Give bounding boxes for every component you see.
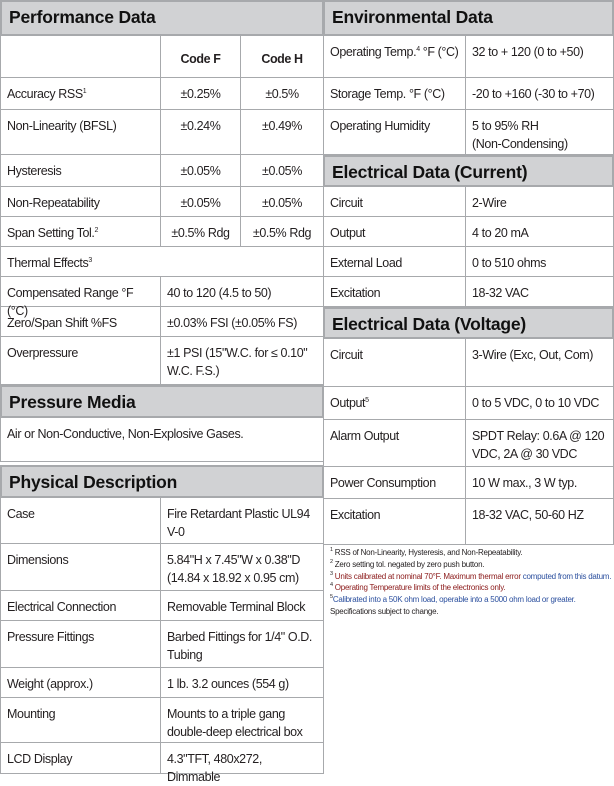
row-label-text: Power Consumption: [330, 476, 436, 490]
row-label-text: Excitation: [330, 508, 381, 522]
electrical-current-header: Electrical Data (Current): [323, 155, 614, 187]
footnote-text: RSS of Non-Linearity, Hysteresis, and Non-Repeatability.: [332, 548, 523, 557]
footnote-number: 2: [330, 558, 333, 565]
row-label-text: Zero/Span Shift %FS: [7, 316, 117, 330]
footnote: [330, 559, 614, 571]
code-h-value-text: ±0.5% Rdg: [252, 226, 312, 240]
pressure-media-text-text: Air or Non-Conductive, Non-Explosive Gases.: [7, 427, 244, 441]
row-value: [465, 78, 614, 110]
row-label-text: Accuracy RSS: [7, 87, 83, 101]
row-label: [0, 621, 161, 668]
code-f-value-text: ±0.24%: [180, 119, 221, 133]
code-h-value-text: ±0.05%: [262, 196, 302, 210]
row-value: [465, 420, 614, 467]
row-value: [465, 36, 614, 78]
footnote-number: 5: [330, 594, 333, 601]
row-label-text: LCD Display: [7, 752, 73, 766]
row-label: [0, 217, 161, 247]
row-value: [160, 307, 324, 337]
row-label-text: Non-Repeatability: [7, 196, 100, 210]
row-label: [323, 247, 466, 277]
environmental-data-header: Environmental Data: [323, 0, 614, 36]
physical-row: [0, 544, 324, 591]
performance-column-header-row: [0, 36, 324, 78]
row-value: [160, 668, 324, 698]
code-f-value-text: ±0.5% Rdg: [171, 226, 230, 240]
physical-row: [0, 498, 324, 544]
row-label: [0, 337, 161, 385]
row-label-text: Non-Linearity (BFSL): [7, 119, 117, 133]
code-h-value: [240, 155, 324, 187]
row-value: [465, 247, 614, 277]
physical-row: [0, 668, 324, 698]
row-label: [323, 420, 466, 467]
row-value-text: 0 to 5 VDC, 0 to 10 VDC: [472, 396, 599, 410]
row-label-text: Weight (approx.): [7, 677, 93, 691]
row-label: [0, 155, 161, 187]
row-label-text: Mounting: [7, 707, 56, 721]
code-h-value: [240, 217, 324, 247]
code-f-value: [160, 78, 241, 110]
footnote: [330, 571, 614, 583]
row-label-text: Circuit: [330, 196, 363, 210]
code-f-header: [160, 36, 241, 78]
row-value-text: 40 to 120 (4.5 to 50): [167, 286, 272, 300]
pressure-media-row: [0, 418, 324, 462]
footnote-text-2: or greater.: [539, 595, 576, 605]
performance-row: [0, 217, 324, 247]
footnote-number: 1: [330, 547, 333, 553]
blank-cell: [0, 36, 161, 78]
row-label-sup: 5: [365, 397, 369, 404]
code-f-value-text: ±0.05%: [180, 196, 221, 210]
row-label-text: Operating Humidity: [330, 119, 430, 133]
electrical-voltage-header: Electrical Data (Voltage): [323, 307, 614, 339]
row-value-text: SPDT Relay: 0.6A @ 120 VDC, 2A @ 30 VDC: [472, 429, 605, 461]
row-value-text: Removable Terminal Block: [167, 600, 306, 614]
row-label: [0, 78, 161, 110]
performance-row: [0, 247, 324, 277]
row-value-text: 5.84"H x 7.45"W x 0.38"D (14.84 x 18.92 x 0.95 cm): [167, 553, 300, 585]
row-value: [160, 621, 324, 668]
row-label: [0, 544, 161, 591]
row-label-text: Thermal Effects: [7, 256, 89, 270]
row-label: [323, 36, 466, 78]
row-label: [0, 668, 161, 698]
row-label-text: Circuit: [330, 348, 363, 362]
row-value-text: 3-Wire (Exc, Out, Com): [472, 348, 594, 362]
row-value: [160, 698, 324, 743]
row-label: [0, 110, 161, 155]
row-label: [323, 187, 466, 217]
row-value-text: 1 lb. 3.2 ounces (554 g): [167, 677, 289, 691]
row-label-text: Alarm Output: [330, 429, 399, 443]
row-value-text: 4.3"TFT, 480x272, Dimmable: [167, 752, 262, 784]
code-h-header-text: Code H: [261, 52, 303, 66]
row-label: [0, 743, 161, 774]
row-value-text: 4 to 20 mA: [472, 226, 529, 240]
environmental-data-row: [323, 78, 614, 110]
electrical-voltage-row: [323, 499, 614, 545]
row-label: [323, 339, 466, 387]
row-label-text: Dimensions: [7, 553, 69, 567]
row-value: [465, 217, 614, 247]
footnote-number: 3: [330, 570, 333, 577]
row-label-text: Hysteresis: [7, 164, 62, 178]
row-label: [323, 78, 466, 110]
physical-description-header: Physical Description: [0, 465, 324, 498]
electrical-voltage-row: [323, 467, 614, 499]
row-value: [160, 277, 324, 307]
row-label-text-2: °F (°C): [419, 45, 459, 59]
electrical-current-row: [323, 277, 614, 307]
environmental-data-row: [323, 110, 614, 155]
performance-row: [0, 78, 324, 110]
physical-row: [0, 698, 324, 743]
row-label: [0, 247, 324, 277]
row-label-sup: 4: [416, 46, 420, 53]
row-label-text: Output: [330, 396, 366, 410]
row-label: [323, 217, 466, 247]
performance-row: [0, 307, 324, 337]
row-value-text: Barbed Fittings for 1/4" O.D. Tubing: [167, 630, 312, 662]
performance-row: [0, 110, 324, 155]
footnote: [330, 582, 614, 594]
row-label-text: Span Setting Tol.: [7, 226, 95, 240]
row-value-text: 10 W max., 3 W typ.: [472, 476, 577, 490]
row-value: [465, 387, 614, 420]
footnote-text: Zero setting tol. negated by zero push button.: [332, 559, 485, 569]
row-value-text: -20 to +160 (-30 to +70): [472, 87, 595, 101]
row-value-text: 32 to + 120 (0 to +50): [472, 45, 584, 59]
row-label-text: Case: [7, 507, 35, 521]
row-label: [0, 591, 161, 621]
row-value-text: Mounts to a triple gang double-deep electrical box: [167, 707, 303, 739]
performance-row: [0, 155, 324, 187]
row-value-text: ±0.03% FSI (±0.05% FS): [167, 316, 297, 330]
row-label: [0, 277, 161, 318]
code-h-header: [240, 36, 324, 78]
row-value-text: 18-32 VAC: [472, 286, 529, 300]
performance-row: [0, 187, 324, 217]
row-value-text: 5 to 95% RH (Non-Condensing): [472, 119, 568, 151]
code-f-value: [160, 110, 241, 155]
row-value: [465, 499, 614, 545]
row-label: [0, 698, 161, 743]
footnote-text: Operating Temperature limits of the electronics only.: [332, 583, 506, 593]
footnote-text: Calibrated into a 50K ohm load, operable into a 5000 ohm load: [332, 595, 540, 605]
code-h-value: [240, 110, 324, 155]
row-label-text: Overpressure: [7, 346, 78, 360]
code-h-value-text: ±0.5%: [265, 87, 299, 101]
row-label-text: Output: [330, 226, 366, 240]
electrical-current-row: [323, 217, 614, 247]
row-value-text: Fire Retardant Plastic UL94 V-0: [167, 507, 310, 539]
row-value-text: 2-Wire: [472, 196, 507, 210]
electrical-voltage-row: [323, 420, 614, 467]
electrical-voltage-row: [323, 339, 614, 387]
performance-row: [0, 277, 324, 318]
row-label-text: Storage Temp. °F (°C): [330, 87, 445, 101]
code-f-header-text: Code F: [180, 52, 221, 66]
physical-row: [0, 621, 324, 668]
physical-row: [0, 743, 324, 784]
code-f-value-text: ±0.05%: [180, 164, 221, 178]
code-f-value: [160, 155, 241, 187]
row-value: [160, 591, 324, 621]
code-h-value-text: ±0.05%: [262, 164, 302, 178]
performance-row: [0, 337, 324, 385]
row-value: [465, 339, 614, 387]
row-label-text: Operating Temp.: [330, 45, 417, 59]
electrical-voltage-row: [323, 387, 614, 420]
performance-data-header: Performance Data: [0, 0, 324, 36]
row-label-text: Excitation: [330, 286, 381, 300]
row-label: [323, 467, 466, 499]
footnote-number: 4: [330, 582, 333, 589]
footnotes: [330, 547, 614, 618]
code-f-value: [160, 217, 241, 247]
row-value: [160, 337, 324, 385]
row-value: [465, 110, 614, 155]
row-label-text: Compensated Range °F (°C): [7, 286, 134, 318]
row-value: [160, 743, 324, 784]
pressure-media-text: [0, 418, 324, 462]
row-value: [160, 498, 324, 544]
row-label: [0, 187, 161, 217]
footnote: [330, 547, 614, 559]
row-value: [465, 277, 614, 307]
footnote-text: Units calibrated at nominal 70°F. Maximum thermal error: [332, 571, 521, 581]
row-value-text: ±1 PSI (15"W.C. for ≤ 0.10" W.C. F.S.): [167, 346, 308, 378]
row-label-sup: 1: [82, 88, 87, 95]
row-label-sup: 2: [94, 227, 98, 234]
row-label-text: Pressure Fittings: [7, 630, 94, 644]
electrical-current-row: [323, 187, 614, 217]
row-value-text: 18-32 VAC, 50-60 HZ: [472, 508, 584, 522]
code-h-value-text: ±0.49%: [262, 119, 302, 133]
footnote: [330, 594, 614, 606]
code-f-value-text: ±0.25%: [180, 87, 221, 101]
code-h-value: [240, 78, 324, 110]
row-label: [323, 110, 466, 155]
row-value-text: 0 to 510 ohms: [472, 256, 547, 270]
environmental-data-row: [323, 36, 614, 78]
pressure-media-header: Pressure Media: [0, 385, 324, 418]
row-value: [465, 187, 614, 217]
row-label: [323, 387, 466, 420]
row-label: [323, 277, 466, 307]
row-value: [465, 467, 614, 499]
row-label-text: External Load: [330, 256, 402, 270]
footnote: [330, 606, 614, 618]
footnote-text: Specifications subject to change.: [330, 606, 439, 616]
physical-row: [0, 591, 324, 621]
row-label-text: Electrical Connection: [7, 600, 117, 614]
row-label: [0, 307, 161, 337]
footnote-text-2: computed from this datum.: [520, 571, 612, 581]
row-value: [160, 544, 324, 591]
row-label: [323, 499, 466, 545]
code-h-value: [240, 187, 324, 217]
code-f-value: [160, 187, 241, 217]
row-label-sup: 3: [88, 257, 92, 264]
row-label: [0, 498, 161, 544]
electrical-current-row: [323, 247, 614, 277]
